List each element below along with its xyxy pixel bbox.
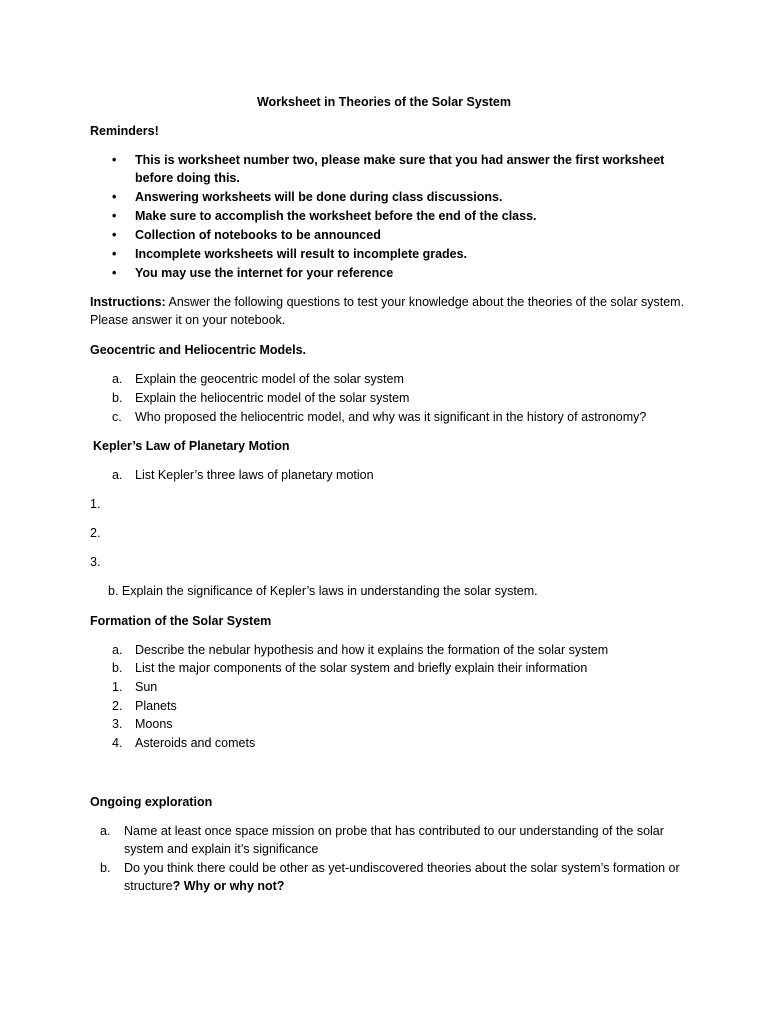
- list-item: • Make sure to accomplish the worksheet before the end of the class.: [0, 207, 690, 225]
- list-item: • Incomplete worksheets will result to incomplete grades.: [0, 245, 690, 263]
- reminders-list: [0, 151, 690, 283]
- item-text: Moons: [135, 717, 173, 731]
- item-marker: a.: [100, 824, 111, 838]
- item-text: Sun: [135, 680, 158, 694]
- item-text: List Kepler’s three laws of planetary motion: [135, 468, 374, 482]
- list-item: • You may use the internet for your reference: [0, 264, 690, 282]
- instructions-text: Answer the following questions to test your knowledge about the theories of the solar system. Please answer it on your notebook.: [90, 295, 685, 327]
- item-text: Who proposed the heliocentric model, and why was it significant in the history of astronomy?: [135, 410, 647, 424]
- item-marker: a.: [112, 468, 123, 482]
- item-text-bold: ? Why or why not?: [172, 879, 285, 893]
- page-title: Worksheet in Theories of the Solar System: [256, 95, 511, 109]
- kepler-heading: Kepler’s Law of Planetary Motion: [93, 439, 290, 453]
- item-marker: b.: [112, 391, 123, 405]
- kepler-law-1-number: 1.: [90, 497, 101, 511]
- item-marker: 1.: [112, 680, 123, 694]
- formation-heading: Formation of the Solar System: [90, 614, 272, 628]
- item-marker: b.: [100, 861, 111, 875]
- kepler-question-b: b. Explain the significance of Kepler’s laws in understanding the solar system.: [108, 584, 538, 598]
- instructions-label: Instructions:: [90, 295, 166, 309]
- item-text: Planets: [135, 699, 177, 713]
- item-marker: c.: [112, 410, 122, 424]
- kepler-law-3-number: 3.: [90, 555, 101, 569]
- kepler-law-2-number: 2.: [90, 526, 101, 540]
- item-marker: b.: [112, 661, 123, 675]
- list-item: • This is worksheet number two, please make sure that you had answer the first worksheet before doing this.: [0, 151, 690, 187]
- instructions-paragraph: [90, 293, 690, 329]
- geocentric-heading: Geocentric and Heliocentric Models.: [90, 343, 307, 357]
- list-item: • Answering worksheets will be done during class discussions.: [0, 188, 690, 206]
- list-item: • Collection of notebooks to be announced: [0, 226, 690, 244]
- item-text: List the major components of the solar system and briefly explain their information: [135, 661, 588, 675]
- item-text: Describe the nebular hypothesis and how it explains the formation of the solar system: [135, 643, 609, 657]
- item-text: Asteroids and comets: [135, 736, 256, 750]
- item-text-main: Do you think there could be other as yet-undiscovered theories about the solar system’s formation or structure: [124, 861, 680, 893]
- reminders-heading: Reminders!: [90, 124, 159, 138]
- item-text: Name at least once space mission on probe that has contributed to our understanding of the solar system and explain it’s significance: [124, 824, 664, 856]
- item-marker: 3.: [112, 717, 123, 731]
- item-text: Explain the heliocentric model of the solar system: [135, 391, 410, 405]
- item-marker: a.: [112, 643, 123, 657]
- ongoing-heading: Ongoing exploration: [90, 795, 213, 809]
- item-marker: 2.: [112, 699, 123, 713]
- item-marker: 4.: [112, 736, 123, 750]
- item-marker: a.: [112, 372, 123, 386]
- item-text: [124, 859, 684, 895]
- item-text: Explain the geocentric model of the solar system: [135, 372, 404, 386]
